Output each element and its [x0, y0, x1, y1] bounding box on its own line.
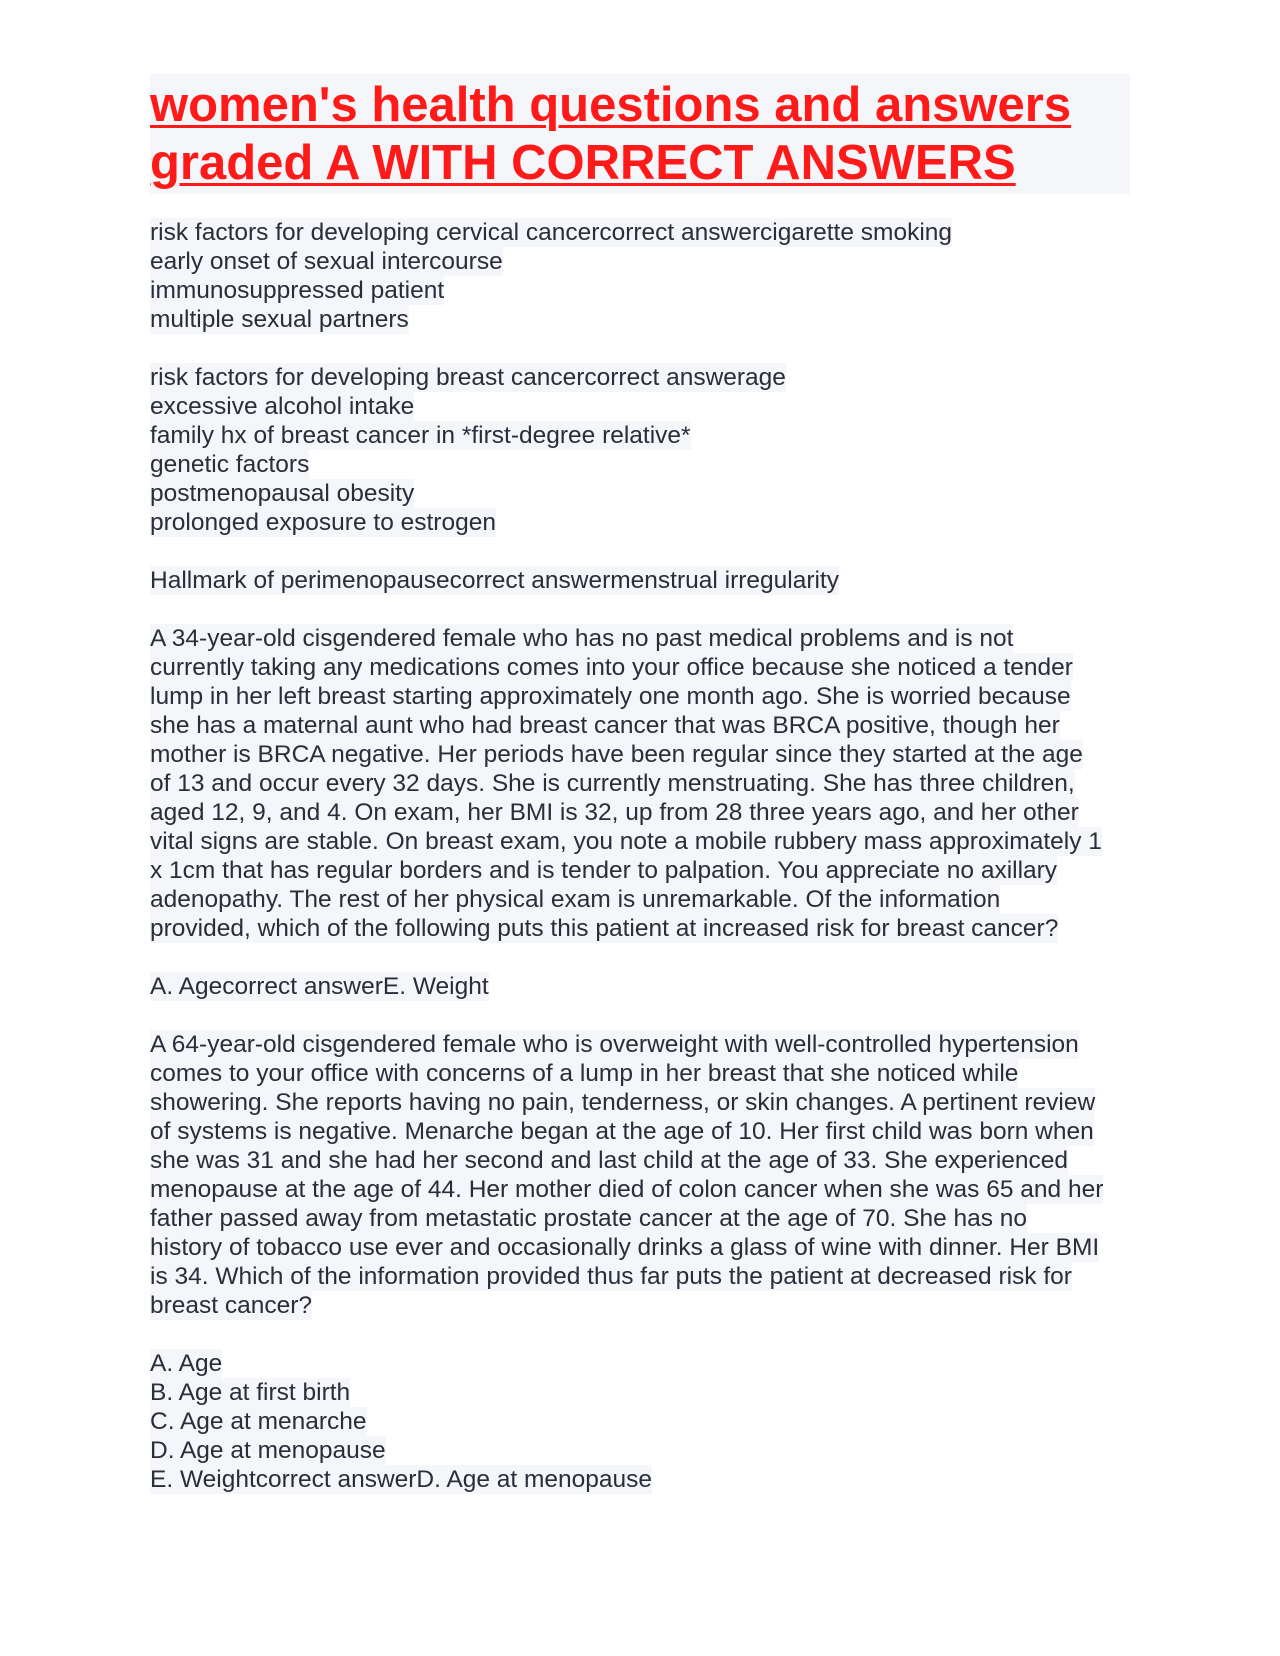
- text-line: is 34. Which of the information provided thus far puts the patient at decreased risk for: [150, 1263, 1072, 1290]
- text-line: she has a maternal aunt who had breast cancer that was BRCA positive, though her: [150, 712, 1060, 739]
- text-line: comes to your office with concerns of a lump in her breast that she noticed while: [150, 1060, 1019, 1087]
- text-line: vital signs are stable. On breast exam, you note a mobile rubbery mass approximately 1: [150, 828, 1102, 855]
- text-line: she was 31 and she had her second and last child at the age of 33. She experienced: [150, 1147, 1069, 1174]
- qa-cervical-cancer: [150, 218, 1130, 334]
- text-line: postmenopausal obesity: [150, 480, 415, 507]
- text-line: mother is BRCA negative. Her periods have been regular since they started at the age: [150, 741, 1083, 768]
- text-line: risk factors for developing breast cancercorrect answerage: [150, 364, 786, 391]
- text-line: adenopathy. The rest of her physical exam is unremarkable. Of the information: [150, 886, 1001, 913]
- text-line: immunosuppressed patient: [150, 277, 445, 304]
- text-line: of systems is negative. Menarche began at the age of 10. Her first child was born when: [150, 1118, 1094, 1145]
- text-line: excessive alcohol intake: [150, 393, 415, 420]
- text-line: genetic factors: [150, 451, 310, 478]
- option-b: B. Age at first birth: [150, 1379, 351, 1406]
- text-line: father passed away from metastatic prostate cancer at the age of 70. She has no: [150, 1205, 1028, 1232]
- text-line: A 34-year-old cisgendered female who has no past medical problems and is not: [150, 625, 1014, 652]
- text-line: of 13 and occur every 32 days. She is currently menstruating. She has three children,: [150, 770, 1075, 797]
- text-line: A 64-year-old cisgendered female who is overweight with well-controlled hypertension: [150, 1031, 1079, 1058]
- text-line: x 1cm that has regular borders and is tender to palpation. You appreciate no axillary: [150, 857, 1058, 884]
- document-page: [150, 74, 1130, 1523]
- option-d: D. Age at menopause: [150, 1437, 386, 1464]
- answer-options-64-year-old: [150, 1349, 1130, 1494]
- text-line: multiple sexual partners: [150, 306, 409, 333]
- text-line: history of tobacco use ever and occasionally drinks a glass of wine with dinner. Her BMI: [150, 1234, 1100, 1261]
- text-line: lump in her left breast starting approximately one month ago. She is worried because: [150, 683, 1071, 710]
- text-line: early onset of sexual intercourse: [150, 248, 503, 275]
- document-title: [150, 74, 1130, 194]
- text-line: breast cancer?: [150, 1292, 313, 1319]
- text-line: family hx of breast cancer in *first-degree relative*: [150, 422, 691, 449]
- text-line: provided, which of the following puts this patient at increased risk for breast cancer?: [150, 915, 1059, 942]
- text-line: A. Agecorrect answerE. Weight: [150, 973, 489, 1000]
- title-line-1: women's health questions and answers: [150, 78, 1072, 132]
- answer-34-year-old: [150, 972, 1130, 1001]
- option-c: C. Age at menarche: [150, 1408, 367, 1435]
- option-e-with-answer: E. Weightcorrect answerD. Age at menopause: [150, 1466, 653, 1493]
- question-64-year-old: [150, 1030, 1130, 1320]
- option-a: A. Age: [150, 1350, 223, 1377]
- qa-perimenopause: [150, 566, 1130, 595]
- title-line-2: graded A WITH CORRECT ANSWERS: [150, 136, 1016, 190]
- text-line: aged 12, 9, and 4. On exam, her BMI is 32, up from 28 three years ago, and her other: [150, 799, 1079, 826]
- text-line: prolonged exposure to estrogen: [150, 509, 496, 536]
- text-line: showering. She reports having no pain, tenderness, or skin changes. A pertinent review: [150, 1089, 1096, 1116]
- text-line: currently taking any medications comes into your office because she noticed a tender: [150, 654, 1073, 681]
- text-line: Hallmark of perimenopausecorrect answermenstrual irregularity: [150, 567, 839, 594]
- text-line: risk factors for developing cervical cancercorrect answercigarette smoking: [150, 219, 953, 246]
- question-34-year-old: [150, 624, 1130, 943]
- text-line: menopause at the age of 44. Her mother died of colon cancer when she was 65 and her: [150, 1176, 1104, 1203]
- qa-breast-cancer: [150, 363, 1130, 537]
